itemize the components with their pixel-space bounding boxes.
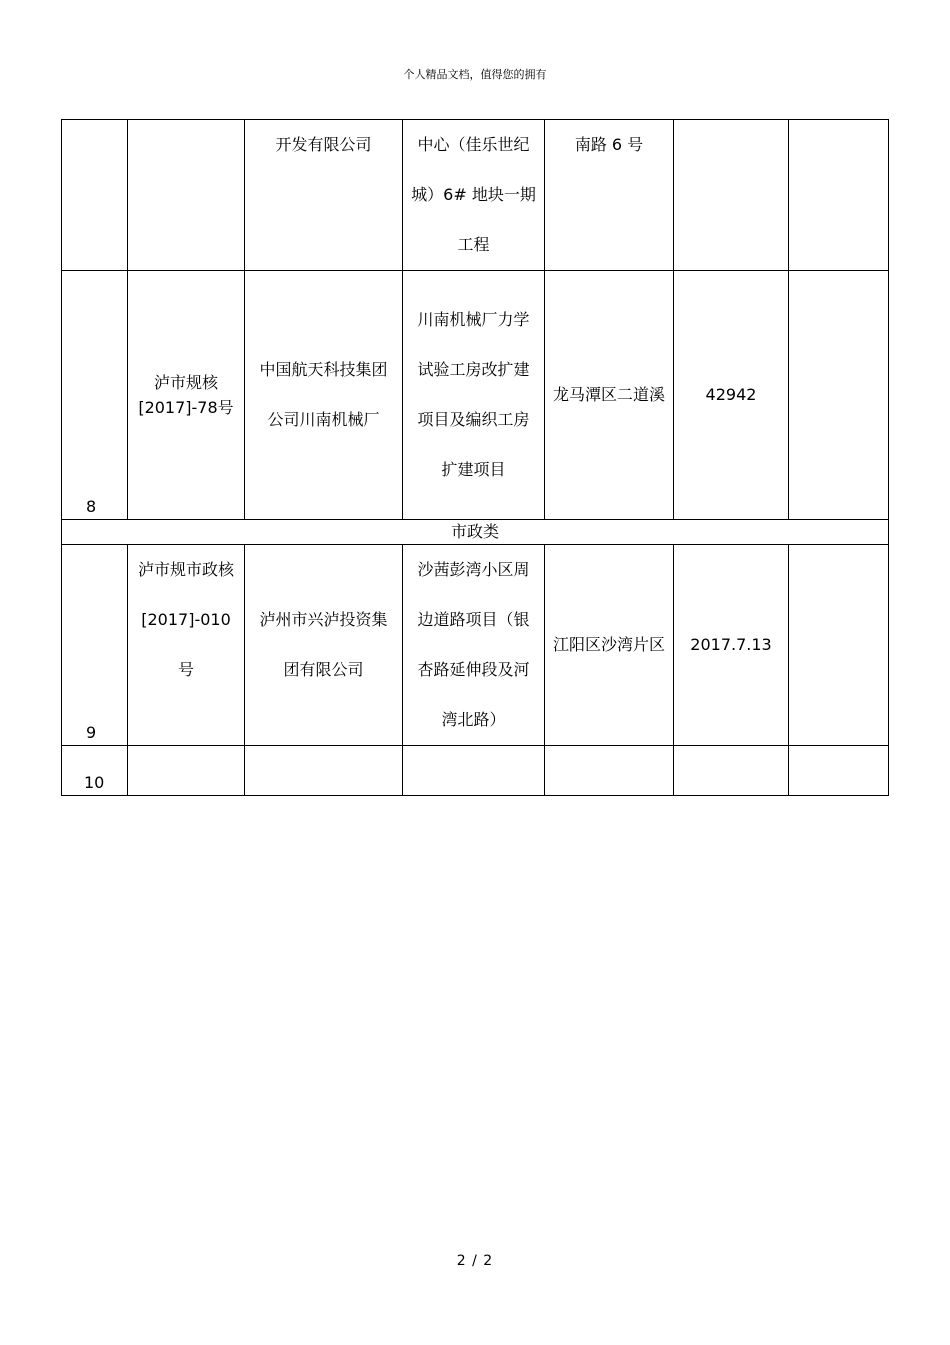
project-text: 中心（佳乐世纪城）6# 地块一期工程 xyxy=(411,135,536,254)
cell-approval xyxy=(128,120,245,271)
cell-remark xyxy=(789,271,889,520)
section-title: 市政类 xyxy=(62,520,889,545)
company-text: 开发有限公司 xyxy=(275,135,372,154)
cell-remark xyxy=(789,545,889,746)
cell-no xyxy=(62,120,128,271)
cell-location xyxy=(545,746,674,796)
cell-company xyxy=(245,120,403,271)
cell-company xyxy=(245,271,403,520)
project-text: 川南机械厂力学试验工房改扩建项目及编织工房扩建项目 xyxy=(417,310,530,479)
cell-approval xyxy=(128,746,245,796)
table-row xyxy=(62,120,889,271)
cell-project xyxy=(403,746,545,796)
date-text: 2017.7.13 xyxy=(690,635,772,654)
cell-location xyxy=(545,545,674,746)
table-row xyxy=(62,271,889,520)
cell-project xyxy=(403,545,545,746)
location-text: 南路 6 号 xyxy=(574,135,644,154)
cell-remark xyxy=(789,120,889,271)
location-text: 江阳区沙湾片区 xyxy=(553,635,666,654)
company-text: 中国航天科技集团公司川南机械厂 xyxy=(259,360,388,429)
cell-company xyxy=(245,545,403,746)
section-row xyxy=(62,520,889,545)
table-row xyxy=(62,746,889,796)
cell-date xyxy=(674,545,789,746)
cell-date xyxy=(674,120,789,271)
cell-company xyxy=(245,746,403,796)
project-table xyxy=(61,119,889,796)
project-text: 沙茜彭湾小区周边道路项目（银杏路延伸段及河湾北路） xyxy=(417,560,530,729)
table-row xyxy=(62,545,889,746)
company-text: 泸州市兴泸投资集团有限公司 xyxy=(259,610,388,679)
page-number: 2 / 2 xyxy=(456,1253,494,1269)
cell-remark xyxy=(789,746,889,796)
cell-project xyxy=(403,271,545,520)
cell-no: 9 xyxy=(62,545,128,746)
cell-date xyxy=(674,271,789,520)
cell-location xyxy=(545,271,674,520)
cell-date xyxy=(674,746,789,796)
approval-text: 泸市规核[2017]-78号 xyxy=(138,373,234,417)
cell-approval xyxy=(128,271,245,520)
location-text: 龙马潭区二道溪 xyxy=(553,385,666,404)
cell-no: 8 xyxy=(62,271,128,520)
cell-project xyxy=(403,120,545,271)
cell-no: 10 xyxy=(62,746,128,796)
cell-location xyxy=(545,120,674,271)
page-header: 个人精品文档，值得您的拥有 xyxy=(403,68,547,81)
cell-approval xyxy=(128,545,245,746)
date-text: 42942 xyxy=(705,385,757,404)
approval-text: 泸市规市政核[2017]-010号 xyxy=(137,560,234,679)
